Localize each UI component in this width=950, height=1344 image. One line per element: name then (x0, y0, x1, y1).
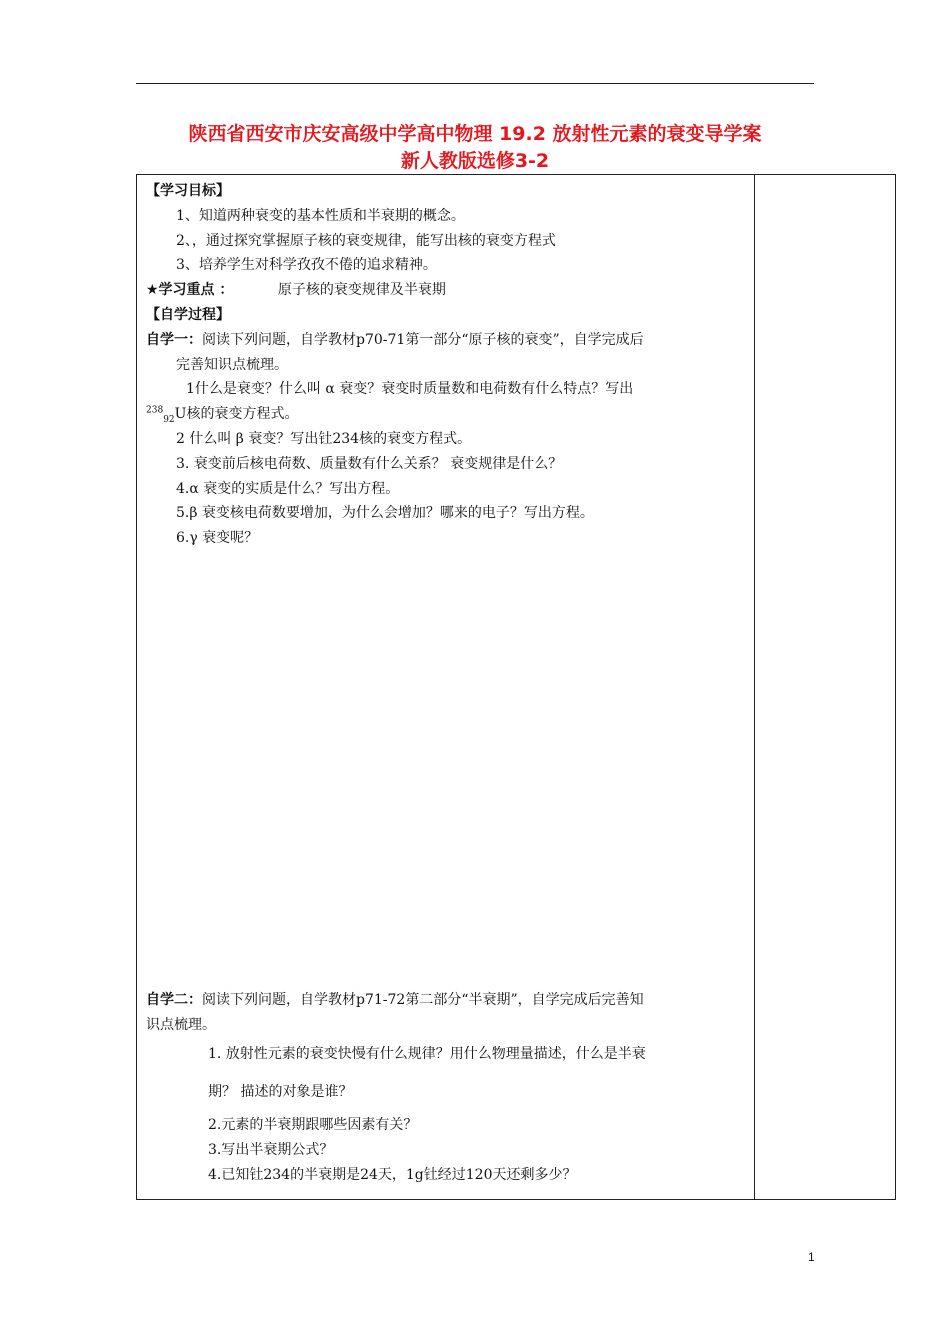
document-title (120, 121, 830, 175)
page-number: 1 (808, 1250, 815, 1264)
self2-intro (146, 988, 748, 1013)
self2-question-1: 1. 放射性元素的衰变快慢有什么规律？用什么物理量描述，什么是半衰 (208, 1045, 646, 1062)
self2-intro-text: 阅读下列问题，自学教材p71-72第二部分“半衰期”，自学完成后完善知 (202, 991, 644, 1008)
self1-question-6: 6.γ 衰变呢？ (176, 530, 259, 547)
process-heading: 【自学过程】 (146, 306, 230, 323)
self2-intro-cont: 识点梳理。 (146, 1016, 216, 1033)
header-rule (136, 83, 814, 84)
self1-question-1: 1什么是衰变？什么叫 α 衰变？衰变时质量数和电荷数有什么特点？写出 (186, 381, 634, 398)
objectives-heading: 【学习目标】 (146, 183, 230, 199)
self1-question-1-text: U核的衰变方程式。 (174, 406, 299, 423)
focus-text: 原子核的衰变规律及半衰期 (277, 282, 446, 299)
self2-question-4: 4.已知钍234的半衰期是24天，1g钍经过120天还剩多少？ (208, 1166, 577, 1183)
answer-space (146, 551, 748, 988)
objective-item-1: 1、知道两种衰变的基本性质和半衰期的概念。 (176, 207, 465, 224)
title-line-1: 陕西省西安市庆安高级中学高中物理 19.2 放射性元素的衰变导学案 (188, 123, 762, 145)
self1-question-3: 3. 衰变前后核电荷数、质量数有什么关系？ 衰变规律是什么？ (176, 455, 563, 472)
table-column-divider (754, 175, 755, 1199)
focus-label: ★学习重点 ： (146, 282, 234, 299)
self2-label: 自学二： (146, 991, 202, 1008)
self1-question-5: 5.β 衰变核电荷数要增加，为什么会增加？哪来的电子？写出方程。 (176, 505, 594, 522)
self1-intro-text: 阅读下列问题，自学教材p70-71第一部分“原子核的衰变”，自学完成后 (202, 331, 644, 348)
self1-question-1-cont (146, 402, 748, 427)
title-line-2: 新人教版选修3-2 (400, 150, 550, 172)
focus-row (146, 278, 748, 303)
self1-label: 自学一： (146, 331, 202, 348)
objective-item-2: 2、，通过探究掌握原子核的衰变规律，能写出核的衰变方程式 (176, 232, 556, 249)
objective-item-3: 3、培养学生对科学孜孜不倦的追求精神。 (176, 257, 437, 274)
main-cell (146, 179, 748, 1188)
uranium-mass-number: 238 (146, 405, 164, 416)
self1-question-2: 2 什么叫 β 衰变？写出钍234核的衰变方程式。 (176, 430, 472, 447)
self1-question-4: 4.α 衰变的实质是什么？写出方程。 (176, 480, 400, 497)
self1-intro (146, 328, 748, 353)
uranium-atomic-number: 92 (163, 414, 175, 425)
self1-intro-cont: 完善知识点梳理。 (176, 356, 288, 373)
self2-question-2: 2.元素的半衰期跟哪些因素有关？ (208, 1117, 418, 1134)
self2-question-1-cont: 期？ 描述的对象是谁？ (208, 1084, 353, 1101)
self2-question-3: 3.写出半衰期公式？ (208, 1141, 334, 1158)
study-table (136, 174, 896, 1200)
